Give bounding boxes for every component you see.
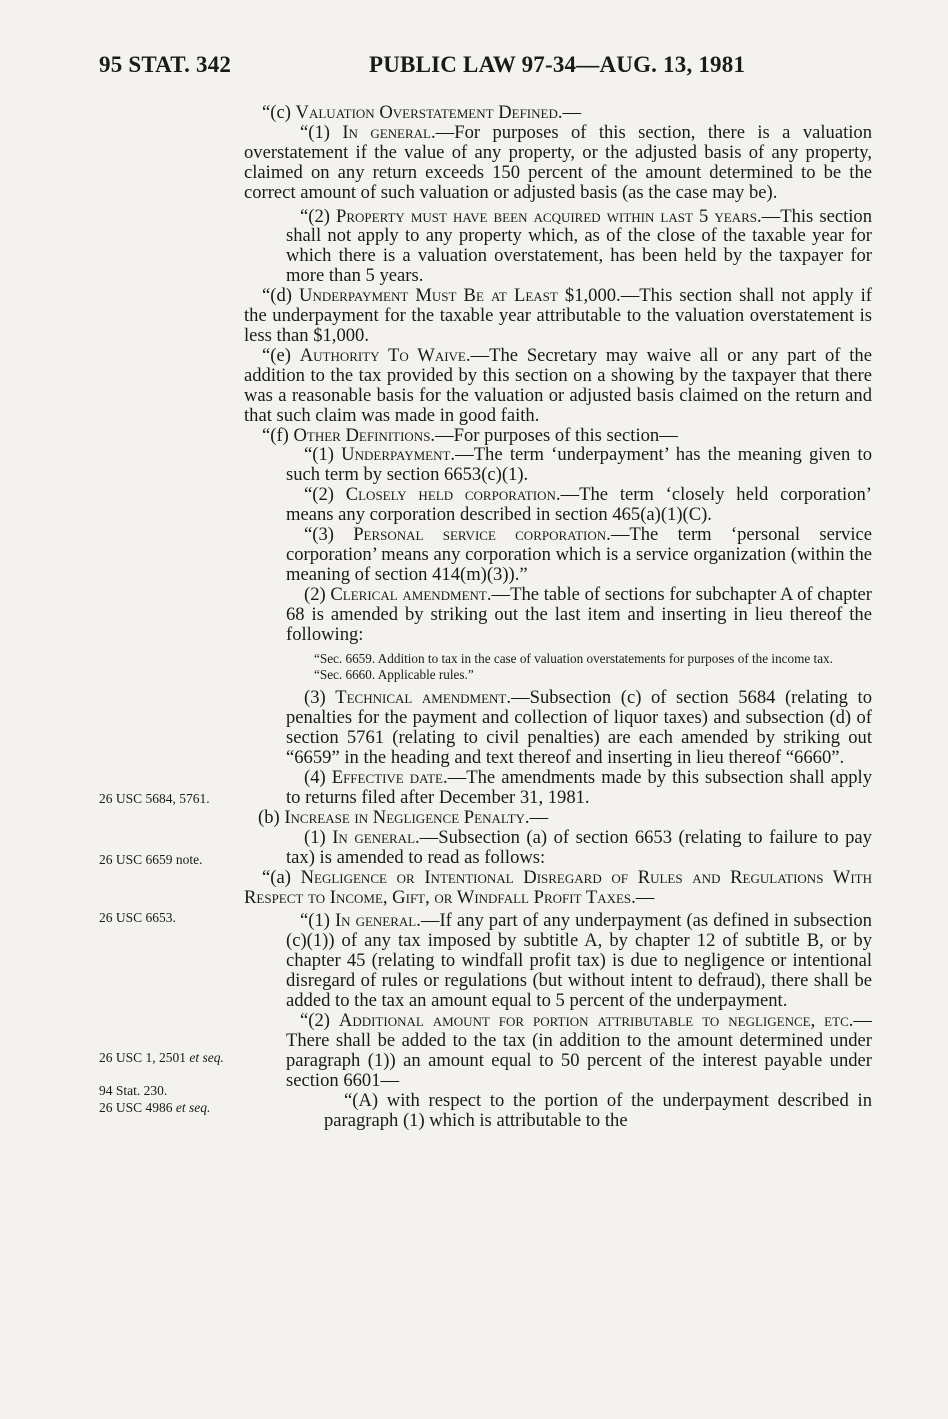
margin-note-usc-6653: 26 USC 6653. [99, 910, 176, 925]
margin-note-usc-2501 [99, 1050, 239, 1067]
subsection-d: “(d) Underpayment Must Be at Least $1,000.—This section shall not apply if the underpayment for the taxable year attributable to the valuation overstatement is less than $1,000. [244, 285, 872, 346]
toc-entry-6659: “Sec. 6659. Addition to tax in the case of valuation overstatements for purposes of the income tax. [314, 651, 833, 667]
toc-entry-6660: “Sec. 6660. Applicable rules.” [314, 667, 474, 683]
paragraph-f3: “(3) Personal service corporation.—The term ‘personal service corporation’ means any corporation which is a service organization (within the meaning of section 414(m)(3)).” [286, 524, 872, 585]
subsection-a-heading: “(a) Negligence or Intentional Disregard of Rules and Regulations With Respect to Income, Gift, or Windfall Profit Taxes.— [244, 866, 872, 908]
margin-note-italic: et seq. [189, 1050, 224, 1065]
margin-note-text: 26 USC 4986 [99, 1100, 173, 1115]
subsection-b-heading: (b) Increase in Negligence Penalty.— [258, 806, 549, 828]
paragraph-c2: “(2) Property must have been acquired within last 5 years.—This section shall not apply to any property which, as of the close of the taxable year for which there is a valuation overstatement, has been held by the taxpayer for more than 5 years. [286, 205, 873, 287]
subparagraph-A: “(A) with respect to the portion of the underpayment described in paragraph (1) which is attributable to the [324, 1089, 872, 1131]
margin-note-stat-230: 94 Stat. 230. [99, 1083, 168, 1098]
margin-note-usc-4986 [99, 1100, 239, 1117]
margin-note-usc-6659: 26 USC 6659 note. [99, 852, 203, 867]
statute-page-number: 95 STAT. 342 [99, 52, 232, 77]
paragraph-a2: “(2) Additional amount for portion attributable to negligence, etc.—There shall be added to the tax (in addition to the amount determined under paragraph (1)) an amount equal to 50 percent of the interest payable under section 6601— [286, 1009, 872, 1091]
margin-note-text: 26 USC 1, 2501 [99, 1050, 187, 1065]
page-header [99, 52, 871, 88]
margin-note-usc-5684: 26 USC 5684, 5761. [99, 791, 210, 806]
document-body [244, 103, 872, 1130]
subsection-e: “(e) Authority To Waive.—The Secretary may waive all or any part of the addition to the tax provided by this section on a showing by the taxpayer that there was a reasonable basis for the valuation or adjusted basis claimed on the return and that such claim was made in good faith. [244, 344, 872, 426]
subsection-f: “(f) Other Definitions.—For purposes of this section— [262, 424, 678, 446]
paragraph-f2: “(2) Closely held corporation.—The term ‘closely held corporation’ means any corporation described in section 465(a)(1)(C). [286, 484, 872, 526]
paragraph-c1: “(1) In general.—For purposes of this section, there is a valuation overstatement if the value of any property, or the adjusted basis of any property, claimed on any return exceeds 150 percent of the amount determined to be the correct amount of such valuation or adjusted basis (as the case may be). [244, 121, 873, 203]
paragraph-technical-amendment: (3) Technical amendment.—Subsection (c) of section 5684 (relating to penalties for the payment and collection of liquor taxes) and subsection (d) of section 5761 (relating to civil penalties) are each amended by striking out “6659” in the heading and text thereof and inserting in lieu thereof “6660”. [286, 687, 872, 769]
paragraph-effective-date: (4) Effective date.—The amendments made by this subsection shall apply to returns filed after December 31, 1981. [286, 767, 872, 808]
paragraph-b1: (1) In general.—Subsection (a) of section 6653 (relating to failure to pay tax) is amended to read as follows: [286, 826, 872, 868]
paragraph-a1: “(1) In general.—If any part of any underpayment (as defined in subsection (c)(1)) of any tax imposed by subtitle A, by chapter 12 of subtitle B, or by chapter 45 (relating to windfall profit tax) is due to negligence or intentional disregard of rules or regulations (but without intent to defraud), there shall be added to the tax an amount equal to 5 percent of the underpayment. [286, 910, 872, 1012]
paragraph-clerical-amendment: (2) Clerical amendment.—The table of sections for subchapter A of chapter 68 is amended by striking out the last item and inserting in lieu thereof the following: [286, 583, 872, 645]
running-head: PUBLIC LAW 97-34—AUG. 13, 1981 [369, 52, 746, 77]
subsection-c-heading: “(c) Valuation Overstatement Defined.— [262, 102, 582, 123]
margin-note-italic: et seq. [175, 1100, 211, 1115]
paragraph-f1: “(1) Underpayment.—The term ‘underpayment’ has the meaning given to such term by section 6653(c)(1). [286, 444, 872, 486]
